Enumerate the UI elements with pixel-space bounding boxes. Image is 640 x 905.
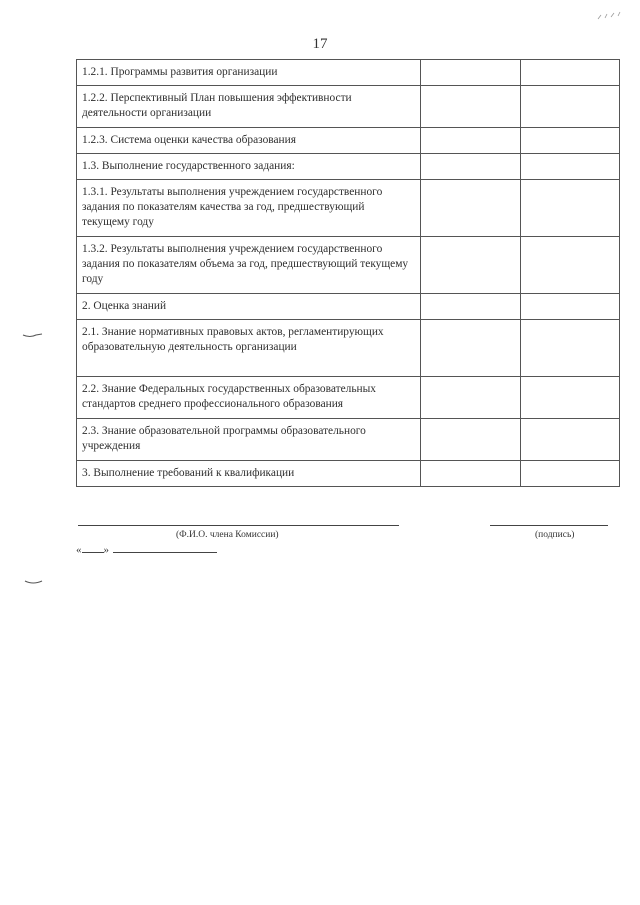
score-cell[interactable] bbox=[421, 237, 521, 294]
note-cell[interactable] bbox=[521, 419, 620, 461]
date-open-quote: « bbox=[76, 544, 82, 556]
month-year-blank[interactable] bbox=[113, 543, 217, 553]
scan-artifact-left-1 bbox=[22, 330, 44, 340]
table-row bbox=[77, 128, 620, 154]
criterion-label: 2.1. Знание нормативных правовых актов, регламентирующих образовательную деятельность организации bbox=[77, 320, 421, 377]
criterion-label: 1.2.3. Система оценки качества образования bbox=[77, 128, 421, 154]
criterion-label: 1.3.1. Результаты выполнения учреждением государственного задания по показателям качества за год, предшествующий текущему году bbox=[77, 180, 421, 237]
note-cell[interactable] bbox=[521, 294, 620, 320]
criterion-label: 2.2. Знание Федеральных государственных образовательных стандартов среднего профессионального образования bbox=[77, 377, 421, 419]
signature-line[interactable] bbox=[490, 525, 608, 526]
name-caption: (Ф.И.О. члена Комиссии) bbox=[176, 530, 279, 540]
note-cell[interactable] bbox=[521, 237, 620, 294]
evaluation-table bbox=[76, 59, 620, 487]
score-cell[interactable] bbox=[421, 294, 521, 320]
table-row bbox=[77, 377, 620, 419]
score-cell[interactable] bbox=[421, 377, 521, 419]
criterion-label: 1.3.2. Результаты выполнения учреждением государственного задания по показателям объема за год, предшествующий текущему году bbox=[77, 237, 421, 294]
table-row bbox=[77, 237, 620, 294]
table-row bbox=[77, 419, 620, 461]
note-cell[interactable] bbox=[521, 377, 620, 419]
date-line bbox=[76, 543, 217, 556]
signature-caption: (подпись) bbox=[535, 530, 575, 540]
score-cell[interactable] bbox=[421, 60, 521, 86]
table-row bbox=[77, 294, 620, 320]
date-close-quote: » bbox=[103, 544, 109, 556]
table-row bbox=[77, 461, 620, 487]
scan-artifact-top-right bbox=[596, 8, 626, 22]
note-cell[interactable] bbox=[521, 320, 620, 377]
note-cell[interactable] bbox=[521, 86, 620, 128]
score-cell[interactable] bbox=[421, 180, 521, 237]
name-signature-line[interactable] bbox=[78, 525, 399, 526]
criterion-label: 1.2.1. Программы развития организации bbox=[77, 60, 421, 86]
criterion-label: 1.3. Выполнение государственного задания: bbox=[77, 154, 421, 180]
criterion-label: 2. Оценка знаний bbox=[77, 294, 421, 320]
table-row bbox=[77, 60, 620, 86]
note-cell[interactable] bbox=[521, 180, 620, 237]
criterion-label: 2.3. Знание образовательной программы образовательного учреждения bbox=[77, 419, 421, 461]
scan-artifact-left-2 bbox=[24, 578, 44, 586]
page-number: 17 bbox=[312, 36, 328, 52]
score-cell[interactable] bbox=[421, 419, 521, 461]
day-blank[interactable] bbox=[82, 543, 104, 553]
criterion-label: 3. Выполнение требований к квалификации bbox=[77, 461, 421, 487]
note-cell[interactable] bbox=[521, 154, 620, 180]
note-cell[interactable] bbox=[521, 461, 620, 487]
score-cell[interactable] bbox=[421, 86, 521, 128]
table-row bbox=[77, 320, 620, 377]
note-cell[interactable] bbox=[521, 128, 620, 154]
score-cell[interactable] bbox=[421, 320, 521, 377]
table-row bbox=[77, 180, 620, 237]
score-cell[interactable] bbox=[421, 154, 521, 180]
table-row bbox=[77, 154, 620, 180]
note-cell[interactable] bbox=[521, 60, 620, 86]
score-cell[interactable] bbox=[421, 461, 521, 487]
table-row bbox=[77, 86, 620, 128]
score-cell[interactable] bbox=[421, 128, 521, 154]
criterion-label: 1.2.2. Перспективный План повышения эффективности деятельности организации bbox=[77, 86, 421, 128]
